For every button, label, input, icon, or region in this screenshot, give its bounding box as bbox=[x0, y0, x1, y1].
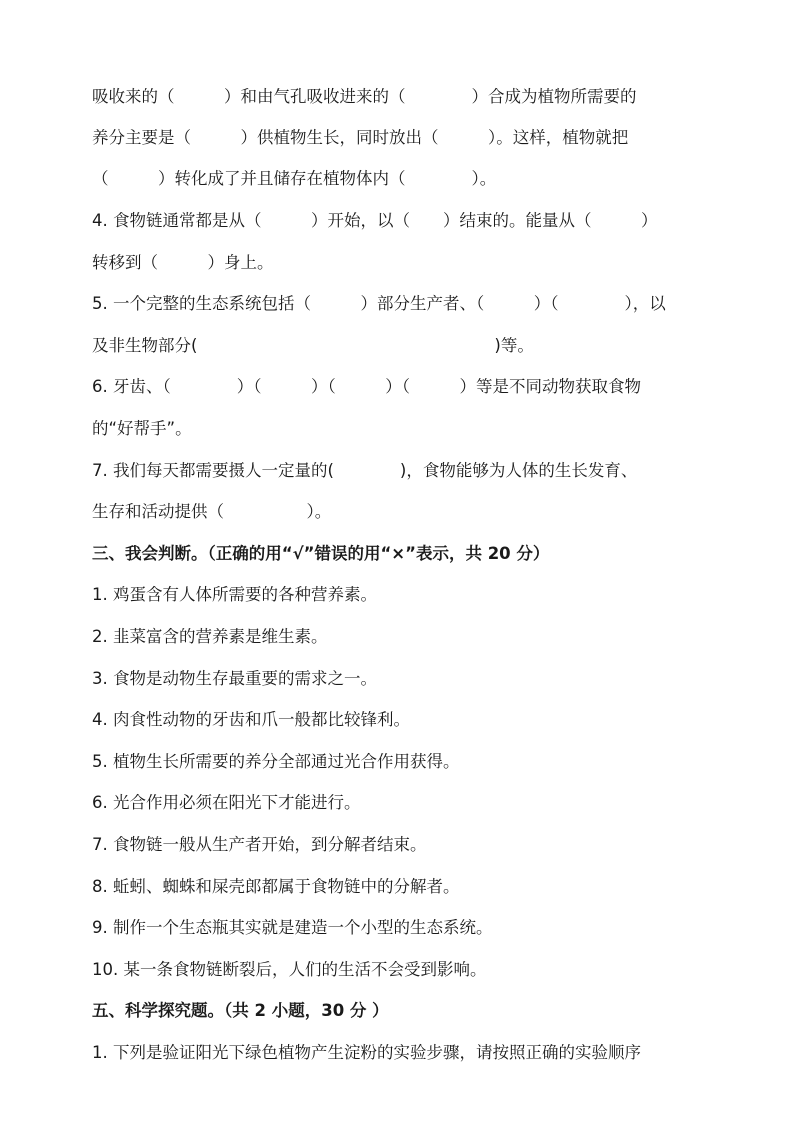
inquiry-question-1: 1. 下列是验证阳光下绿色植物产生淀粉的实验步骤，请按照正确的实验顺序 bbox=[92, 1043, 641, 1062]
section-heading-judgement: 三、我会判断。（正确的用“√”错误的用“×”表示，共 20 分） bbox=[92, 544, 550, 563]
judge-item-8: 8. 蚯蚓、蜘蛛和屎壳郎都属于食物链中的分解者。 bbox=[92, 877, 460, 896]
section-heading-inquiry: 五、科学探究题。（共 2 小题，30 分 ） bbox=[92, 1001, 389, 1020]
question-4: 4. 食物链通常都是从（ ）开始，以（ ）结束的。能量从（ ） bbox=[92, 211, 658, 230]
text-line: 吸收来的（ ）和由气孔吸收进来的（ ）合成为植物所需要的 bbox=[92, 87, 637, 106]
text-line: 养分主要是（ ）供植物生长，同时放出（ ）。这样，植物就把 bbox=[92, 128, 629, 147]
question-7: 7. 我们每天都需要摄人一定量的( )，食物能够为人体的生长发育、 bbox=[92, 461, 638, 480]
text-line: 及非生物部分( )等。 bbox=[92, 336, 534, 355]
judge-item-10: 10. 某一条食物链断裂后，人们的生活不会受到影响。 bbox=[92, 960, 487, 979]
question-6: 6. 牙齿、（ ）（ ）（ ）（ ）等是不同动物获取食物 bbox=[92, 377, 641, 396]
judge-item-4: 4. 肉食性动物的牙齿和爪一般都比较锋利。 bbox=[92, 710, 410, 729]
judge-item-5: 5. 植物生长所需要的养分全部通过光合作用获得。 bbox=[92, 752, 460, 771]
judge-item-6: 6. 光合作用必须在阳光下才能进行。 bbox=[92, 793, 361, 812]
judge-item-1: 1. 鸡蛋含有人体所需要的各种营养素。 bbox=[92, 585, 377, 604]
text-line: 的“好帮手”。 bbox=[92, 419, 192, 438]
judge-item-9: 9. 制作一个生态瓶其实就是建造一个小型的生态系统。 bbox=[92, 918, 493, 937]
judge-item-3: 3. 食物是动物生存最重要的需求之一。 bbox=[92, 669, 377, 688]
judge-item-2: 2. 韭菜富含的营养素是维生素。 bbox=[92, 627, 328, 646]
text-line: 生存和活动提供（ ）。 bbox=[92, 502, 332, 521]
text-line: 转移到（ ）身上。 bbox=[92, 253, 274, 272]
judge-item-7: 7. 食物链一般从生产者开始，到分解者结束。 bbox=[92, 835, 427, 854]
text-line: （ ）转化成了并且储存在植物体内（ ）。 bbox=[92, 169, 497, 188]
question-5: 5. 一个完整的生态系统包括（ ）部分生产者、（ ）（ ），以 bbox=[92, 294, 666, 313]
